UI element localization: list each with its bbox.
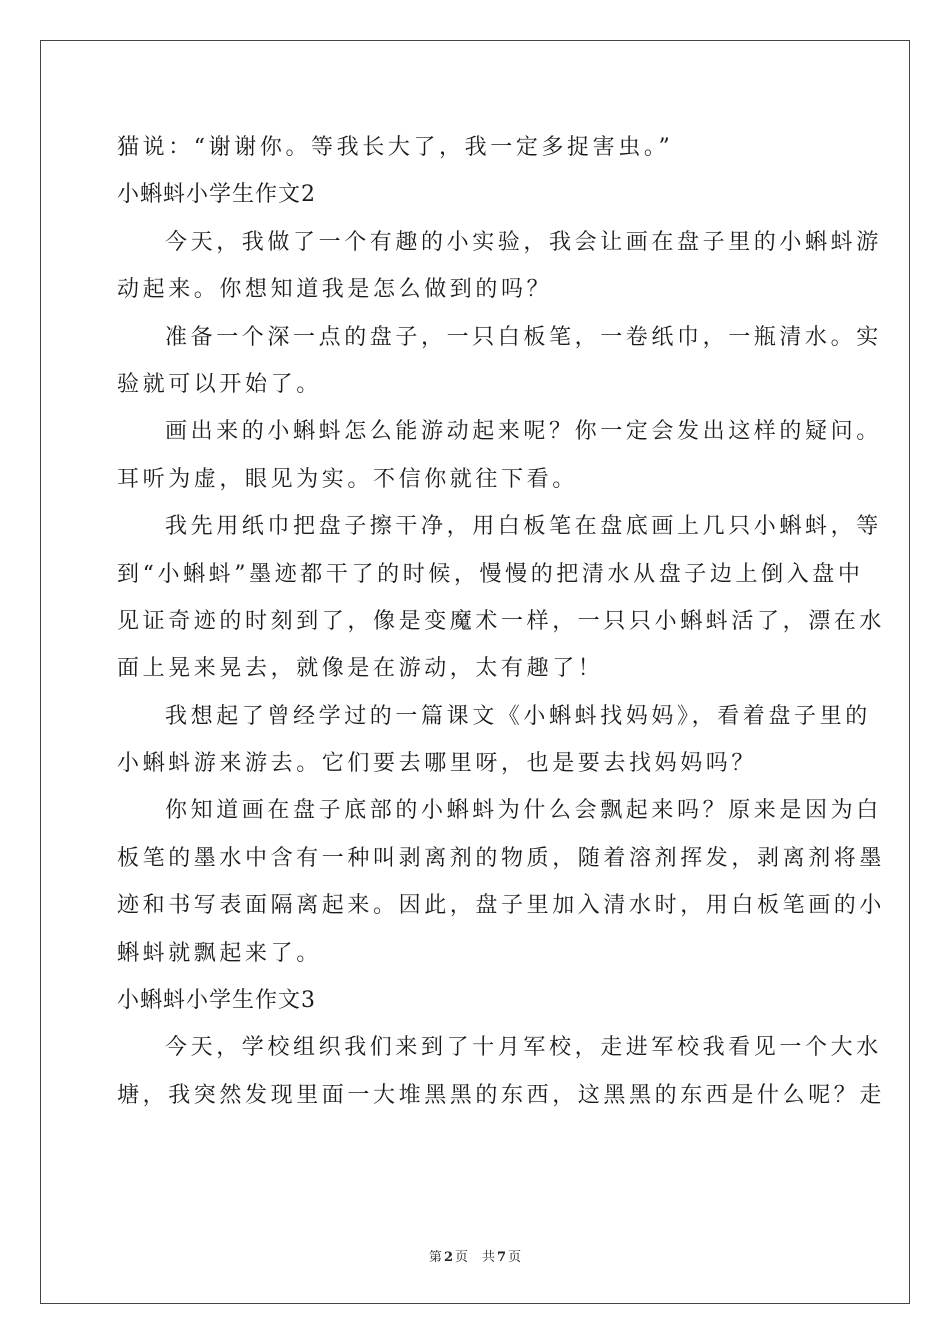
page-suffix: 页 [454,1250,468,1265]
text-line: 我想起了曾经学过的一篇课文《小蝌蚪找妈妈》，看着盘子里的 [165,703,871,729]
text-line: 面上晃来晃去，就像是在游动，太有趣了！ [117,656,604,682]
text-line: 见证奇迹的时刻到了，像是变魔术一样，一只只小蝌蚪活了，漂在水 [117,608,886,634]
text-line: 动起来。你想知道我是怎么做到的吗？ [117,277,553,303]
page-footer [0,1246,950,1265]
text-line: 到“小蝌蚪”墨迹都干了的时候，慢慢的把清水从盘子边上倒入盘中 [117,561,864,587]
section-heading-2: 小蝌蚪小学生作文2 [117,182,316,208]
text-line: 蝌蚪就飘起来了。 [117,940,322,966]
text-line: 板笔的墨水中含有一种叫剥离剂的物质，随着溶剂挥发，剥离剂将墨 [117,845,886,871]
page-prefix: 第 [428,1250,442,1265]
document-body [117,124,886,1119]
text-line: 今天，我做了一个有趣的小实验，我会让画在盘子里的小蝌蚪游 [165,229,882,255]
text-line: 验就可以开始了。 [117,371,322,397]
text-line: 小蝌蚪游来游去。它们要去哪里呀，也是要去找妈妈吗？ [117,751,758,777]
text-line: 猫说：“谢谢你。等我长大了，我一定多捉害虫。” [117,135,674,160]
text-line: 我先用纸巾把盘子擦干净，用白板笔在盘底画上几只小蝌蚪，等 [165,514,882,540]
page-number: 2 [443,1250,453,1265]
total-suffix: 页 [508,1250,522,1265]
text-line: 塘，我突然发现里面一大堆黑黑的东西，这黑黑的东西是什么呢？走 [117,1082,886,1108]
section-heading-3: 小蝌蚪小学生作文3 [117,988,316,1014]
total-prefix: 共 [482,1250,496,1265]
text-line: 准备一个深一点的盘子，一只白板笔，一卷纸巾，一瓶清水。实 [165,324,882,350]
page-total: 7 [497,1250,507,1265]
text-line: 你知道画在盘子底部的小蝌蚪为什么会飘起来吗？原来是因为白 [165,798,882,824]
text-line: 今天，学校组织我们来到了十月军校，走进军校我看见一个大水 [165,1035,882,1061]
text-line: 画出来的小蝌蚪怎么能游动起来呢？你一定会发出这样的疑问。 [165,419,882,445]
text-line: 耳听为虚，眼见为实。不信你就往下看。 [117,466,578,492]
text-line: 迹和书写表面隔离起来。因此，盘子里加入清水时，用白板笔画的小 [117,893,886,919]
